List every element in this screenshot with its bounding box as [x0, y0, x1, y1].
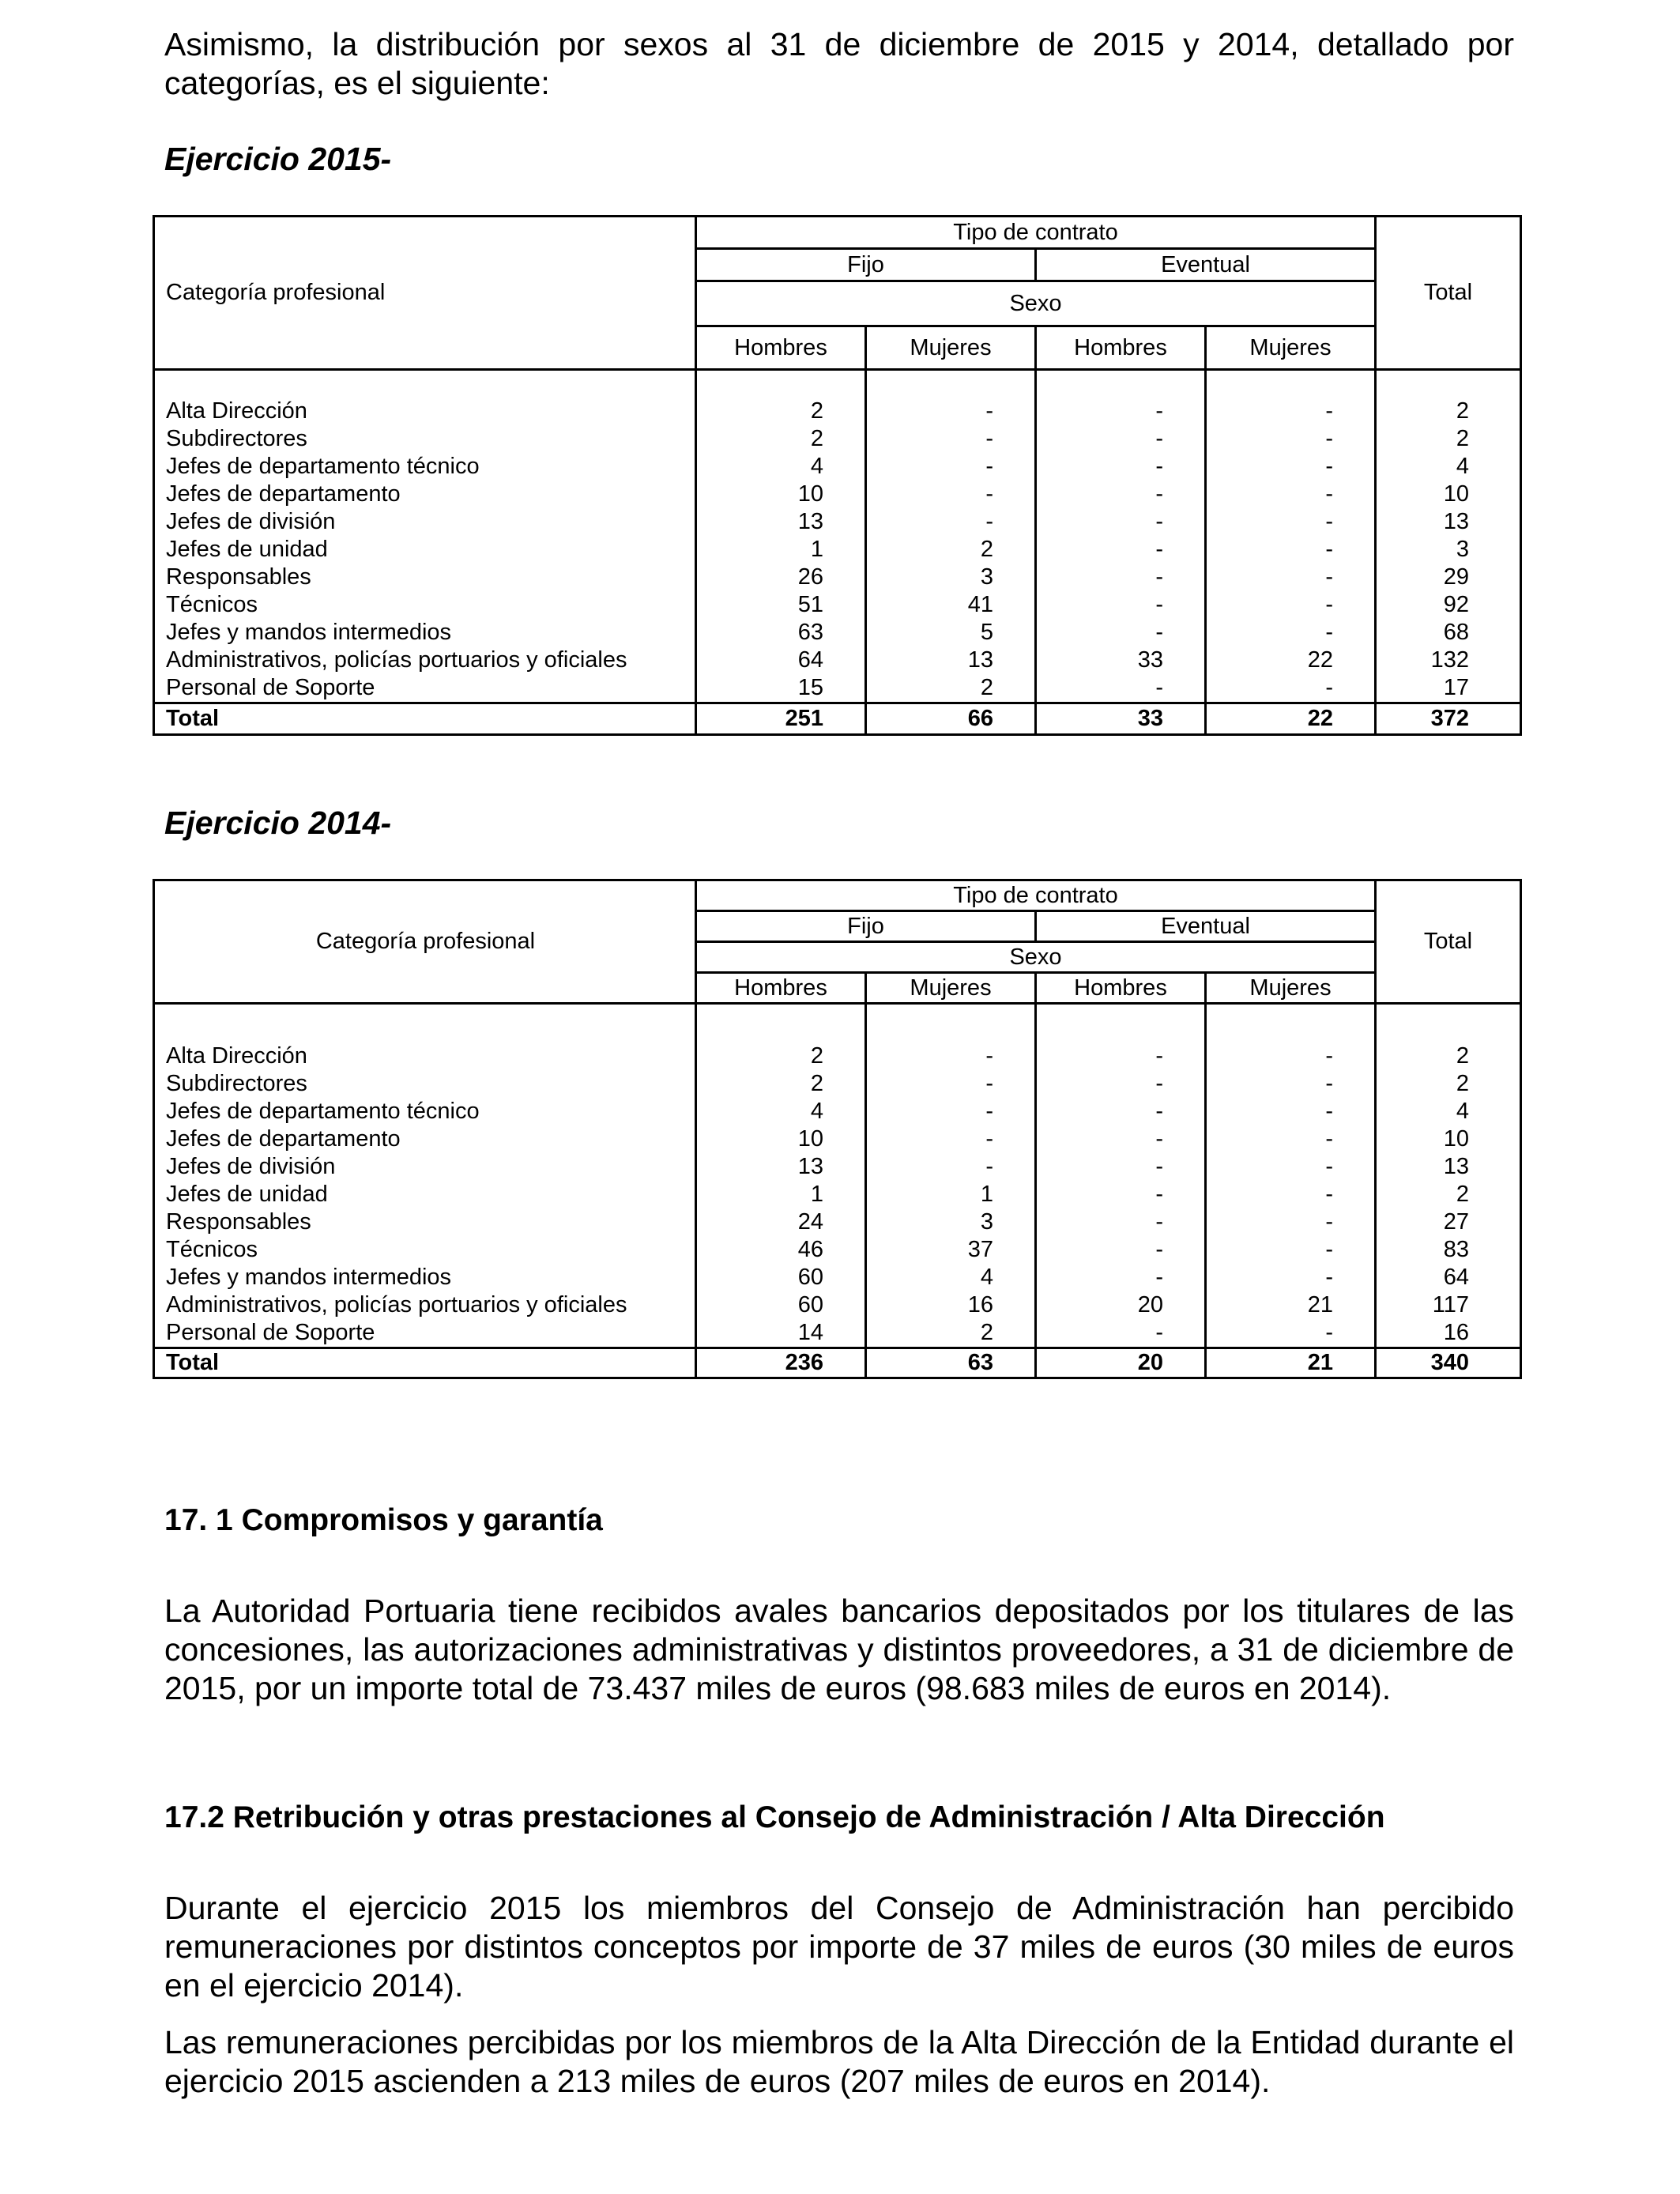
section-17-2-paragraph-1: Durante el ejercicio 2015 los miembros del Consejo de Administración han percibido remuneraciones por distintos conceptos por importe de 37 miles de euros (30 miles de euros en el ejercicio 2014).	[164, 1890, 1514, 2004]
fixed-men-cell: 2	[696, 398, 866, 425]
fixed-women-cell: -	[866, 453, 1036, 481]
table-row	[154, 647, 1521, 674]
section-17-1-heading: 17. 1 Compromisos y garantía	[164, 1503, 603, 1537]
fixed-men-cell: 2	[696, 425, 866, 453]
total-cell: 2	[1376, 1181, 1521, 1208]
temporary-women-cell: 22	[1206, 647, 1376, 674]
category-cell: Responsables	[154, 1208, 696, 1236]
category-cell: Administrativos, policías portuarios y oficiales	[154, 647, 696, 674]
section-17-1-paragraph: La Autoridad Portuaria tiene recibidos avales bancarios depositados por los titulares de las concesiones, las autorizaciones administrativas y distintos proveedores, a 31 de diciembre de 2015, por un importe total de 73.437 miles de euros (98.683 miles de euros en 2014).	[164, 1593, 1514, 1706]
total-cell: 117	[1376, 1291, 1521, 1319]
total-temporary-women-cell: 22	[1206, 703, 1376, 735]
fixed-men-cell: 63	[696, 619, 866, 647]
temporary-men-cell: -	[1036, 508, 1206, 536]
total-cell: 2	[1376, 398, 1521, 425]
temporary-women-cell: -	[1206, 619, 1376, 647]
total-cell: 4	[1376, 453, 1521, 481]
temporary-men-cell: -	[1036, 536, 1206, 564]
total-fixed-women-cell: 63	[866, 1348, 1036, 1378]
temporary-women-header: Mujeres	[1206, 973, 1376, 1004]
category-header: Categoría profesional	[154, 217, 696, 370]
category-cell: Personal de Soporte	[154, 1319, 696, 1348]
temporary-contract-header: Eventual	[1036, 911, 1376, 942]
table-row	[154, 1291, 1521, 1319]
temporary-women-cell: -	[1206, 1098, 1376, 1125]
temporary-men-cell: -	[1036, 564, 1206, 591]
category-cell: Jefes de departamento técnico	[154, 453, 696, 481]
total-row	[154, 703, 1521, 735]
total-cell: 4	[1376, 1098, 1521, 1125]
temporary-women-cell: -	[1206, 1208, 1376, 1236]
table-row	[154, 1319, 1521, 1348]
temporary-men-cell: -	[1036, 1070, 1206, 1098]
table-row	[154, 508, 1521, 536]
fixed-women-header: Mujeres	[866, 326, 1036, 370]
fixed-women-cell: 2	[866, 536, 1036, 564]
exercise-2014-heading: Ejercicio 2014-	[164, 805, 392, 841]
temporary-women-header: Mujeres	[1206, 326, 1376, 370]
temporary-men-cell: 20	[1036, 1291, 1206, 1319]
table-row	[154, 1125, 1521, 1153]
temporary-men-cell: -	[1036, 1236, 1206, 1264]
fixed-women-header: Mujeres	[866, 973, 1036, 1004]
fixed-women-cell: 2	[866, 1319, 1036, 1348]
total-category-cell: Total	[154, 1348, 696, 1378]
spacer-cell	[154, 1004, 696, 1043]
fixed-men-cell: 60	[696, 1264, 866, 1291]
fixed-contract-header: Fijo	[696, 911, 1036, 942]
fixed-women-cell: 37	[866, 1236, 1036, 1264]
staff-table-2014	[153, 879, 1522, 1379]
fixed-men-header: Hombres	[696, 326, 866, 370]
fixed-men-cell: 15	[696, 674, 866, 703]
table-row	[154, 1181, 1521, 1208]
category-cell: Jefes de unidad	[154, 1181, 696, 1208]
fixed-women-cell: 1	[866, 1181, 1036, 1208]
fixed-men-cell: 1	[696, 536, 866, 564]
total-cell: 2	[1376, 425, 1521, 453]
fixed-women-cell: -	[866, 1098, 1036, 1125]
fixed-men-cell: 60	[696, 1291, 866, 1319]
table-row	[154, 564, 1521, 591]
spacer-cell	[696, 370, 866, 398]
fixed-men-cell: 51	[696, 591, 866, 619]
total-category-cell: Total	[154, 703, 696, 735]
section-17-2-heading: 17.2 Retribución y otras prestaciones al Consejo de Administración / Alta Dirección	[164, 1800, 1385, 1834]
category-cell: Jefes de unidad	[154, 536, 696, 564]
table-row	[154, 619, 1521, 647]
total-cell: 10	[1376, 481, 1521, 508]
spacer-cell	[1376, 370, 1521, 398]
table-row	[154, 481, 1521, 508]
spacer-cell	[866, 370, 1036, 398]
fixed-women-cell: -	[866, 508, 1036, 536]
temporary-women-cell: -	[1206, 1153, 1376, 1181]
category-cell: Subdirectores	[154, 1070, 696, 1098]
fixed-women-cell: 4	[866, 1264, 1036, 1291]
temporary-men-cell: -	[1036, 674, 1206, 703]
fixed-women-cell: -	[866, 481, 1036, 508]
temporary-contract-header: Eventual	[1036, 249, 1376, 281]
table-row	[154, 591, 1521, 619]
total-cell: 2	[1376, 1042, 1521, 1070]
total-cell: 68	[1376, 619, 1521, 647]
spacer-cell	[1206, 1004, 1376, 1043]
category-cell: Personal de Soporte	[154, 674, 696, 703]
category-cell: Jefes de departamento	[154, 1125, 696, 1153]
temporary-men-cell: -	[1036, 398, 1206, 425]
category-cell: Administrativos, policías portuarios y oficiales	[154, 1291, 696, 1319]
temporary-men-cell: -	[1036, 1319, 1206, 1348]
temporary-women-cell: 21	[1206, 1291, 1376, 1319]
temporary-women-cell: -	[1206, 1125, 1376, 1153]
total-header: Total	[1376, 880, 1521, 1004]
fixed-women-cell: 2	[866, 674, 1036, 703]
header-row	[154, 217, 1521, 249]
intro-paragraph: Asimismo, la distribución por sexos al 31 de diciembre de 2015 y 2014, detallado por categorías, es el siguiente:	[164, 26, 1514, 101]
sex-header: Sexo	[696, 281, 1376, 326]
total-fixed-men-cell: 251	[696, 703, 866, 735]
spacer-row	[154, 370, 1521, 398]
total-total-cell: 372	[1376, 703, 1521, 735]
header-row	[154, 880, 1521, 911]
fixed-men-cell: 13	[696, 1153, 866, 1181]
contract-type-header: Tipo de contrato	[696, 880, 1376, 911]
table-row	[154, 1236, 1521, 1264]
temporary-men-cell: -	[1036, 425, 1206, 453]
spacer-cell	[1206, 370, 1376, 398]
total-cell: 27	[1376, 1208, 1521, 1236]
spacer-cell	[696, 1004, 866, 1043]
total-header: Total	[1376, 217, 1521, 370]
fixed-men-cell: 2	[696, 1042, 866, 1070]
temporary-women-cell: -	[1206, 674, 1376, 703]
total-cell: 17	[1376, 674, 1521, 703]
fixed-men-cell: 1	[696, 1181, 866, 1208]
total-fixed-men-cell: 236	[696, 1348, 866, 1378]
fixed-men-cell: 14	[696, 1319, 866, 1348]
temporary-men-cell: -	[1036, 591, 1206, 619]
fixed-men-cell: 64	[696, 647, 866, 674]
total-cell: 92	[1376, 591, 1521, 619]
total-cell: 13	[1376, 508, 1521, 536]
spacer-cell	[1036, 370, 1206, 398]
section-17-2-paragraph-2: Las remuneraciones percibidas por los miembros de la Alta Dirección de la Entidad durante el ejercicio 2015 ascienden a 213 miles de euros (207 miles de euros en 2014).	[164, 2024, 1514, 2099]
total-temporary-men-cell: 20	[1036, 1348, 1206, 1378]
table-row	[154, 674, 1521, 703]
fixed-women-cell: -	[866, 425, 1036, 453]
temporary-women-cell: -	[1206, 508, 1376, 536]
temporary-men-cell: -	[1036, 1125, 1206, 1153]
fixed-contract-header: Fijo	[696, 249, 1036, 281]
total-temporary-men-cell: 33	[1036, 703, 1206, 735]
table-row	[154, 1153, 1521, 1181]
temporary-women-cell: -	[1206, 1181, 1376, 1208]
fixed-women-cell: 16	[866, 1291, 1036, 1319]
total-cell: 10	[1376, 1125, 1521, 1153]
category-cell: Jefes y mandos intermedios	[154, 1264, 696, 1291]
total-row	[154, 1348, 1521, 1378]
total-cell: 2	[1376, 1070, 1521, 1098]
spacer-cell	[1376, 1004, 1521, 1043]
temporary-women-cell: -	[1206, 1319, 1376, 1348]
category-cell: Jefes de división	[154, 508, 696, 536]
fixed-women-cell: 5	[866, 619, 1036, 647]
temporary-men-cell: -	[1036, 453, 1206, 481]
temporary-men-cell: -	[1036, 1153, 1206, 1181]
total-fixed-women-cell: 66	[866, 703, 1036, 735]
fixed-men-cell: 4	[696, 453, 866, 481]
fixed-women-cell: 3	[866, 1208, 1036, 1236]
temporary-men-cell: -	[1036, 1098, 1206, 1125]
temporary-women-cell: -	[1206, 1042, 1376, 1070]
exercise-2015-heading: Ejercicio 2015-	[164, 141, 392, 177]
table-row	[154, 1208, 1521, 1236]
category-cell: Jefes y mandos intermedios	[154, 619, 696, 647]
fixed-women-cell: 13	[866, 647, 1036, 674]
temporary-women-cell: -	[1206, 398, 1376, 425]
category-cell: Jefes de división	[154, 1153, 696, 1181]
fixed-men-cell: 13	[696, 508, 866, 536]
temporary-men-header: Hombres	[1036, 973, 1206, 1004]
category-cell: Jefes de departamento	[154, 481, 696, 508]
fixed-women-cell: -	[866, 398, 1036, 425]
fixed-men-cell: 2	[696, 1070, 866, 1098]
table-row	[154, 1070, 1521, 1098]
temporary-men-cell: -	[1036, 481, 1206, 508]
category-cell: Alta Dirección	[154, 398, 696, 425]
total-cell: 16	[1376, 1319, 1521, 1348]
sex-header: Sexo	[696, 942, 1376, 973]
fixed-women-cell: -	[866, 1153, 1036, 1181]
table-row	[154, 1264, 1521, 1291]
staff-table-2015	[153, 215, 1522, 736]
fixed-women-cell: 3	[866, 564, 1036, 591]
fixed-women-cell: -	[866, 1042, 1036, 1070]
temporary-women-cell: -	[1206, 1264, 1376, 1291]
category-header: Categoría profesional	[154, 880, 696, 1004]
category-cell: Alta Dirección	[154, 1042, 696, 1070]
category-cell: Responsables	[154, 564, 696, 591]
fixed-men-cell: 10	[696, 481, 866, 508]
fixed-men-cell: 4	[696, 1098, 866, 1125]
temporary-men-cell: 33	[1036, 647, 1206, 674]
fixed-men-cell: 24	[696, 1208, 866, 1236]
category-cell: Subdirectores	[154, 425, 696, 453]
fixed-men-cell: 26	[696, 564, 866, 591]
category-cell: Técnicos	[154, 591, 696, 619]
temporary-women-cell: -	[1206, 1236, 1376, 1264]
total-cell: 13	[1376, 1153, 1521, 1181]
total-temporary-women-cell: 21	[1206, 1348, 1376, 1378]
temporary-women-cell: -	[1206, 536, 1376, 564]
temporary-women-cell: -	[1206, 564, 1376, 591]
spacer-cell	[154, 370, 696, 398]
fixed-women-cell: -	[866, 1125, 1036, 1153]
temporary-men-cell: -	[1036, 1181, 1206, 1208]
total-cell: 64	[1376, 1264, 1521, 1291]
total-cell: 29	[1376, 564, 1521, 591]
temporary-men-header: Hombres	[1036, 326, 1206, 370]
total-cell: 132	[1376, 647, 1521, 674]
total-total-cell: 340	[1376, 1348, 1521, 1378]
category-cell: Técnicos	[154, 1236, 696, 1264]
table-row	[154, 1042, 1521, 1070]
staff-table-2014-body	[154, 880, 1521, 1378]
total-cell: 83	[1376, 1236, 1521, 1264]
temporary-women-cell: -	[1206, 481, 1376, 508]
spacer-cell	[866, 1004, 1036, 1043]
table-row	[154, 1098, 1521, 1125]
spacer-row	[154, 1004, 1521, 1043]
fixed-men-header: Hombres	[696, 973, 866, 1004]
temporary-women-cell: -	[1206, 453, 1376, 481]
contract-type-header: Tipo de contrato	[696, 217, 1376, 249]
fixed-women-cell: 41	[866, 591, 1036, 619]
fixed-women-cell: -	[866, 1070, 1036, 1098]
temporary-men-cell: -	[1036, 1264, 1206, 1291]
temporary-men-cell: -	[1036, 619, 1206, 647]
temporary-women-cell: -	[1206, 425, 1376, 453]
temporary-men-cell: -	[1036, 1208, 1206, 1236]
temporary-men-cell: -	[1036, 1042, 1206, 1070]
fixed-men-cell: 46	[696, 1236, 866, 1264]
table-row	[154, 398, 1521, 425]
total-cell: 3	[1376, 536, 1521, 564]
temporary-women-cell: -	[1206, 591, 1376, 619]
table-row	[154, 453, 1521, 481]
spacer-cell	[1036, 1004, 1206, 1043]
fixed-men-cell: 10	[696, 1125, 866, 1153]
table-row	[154, 536, 1521, 564]
table-row	[154, 425, 1521, 453]
staff-table-2015-body	[154, 217, 1521, 735]
temporary-women-cell: -	[1206, 1070, 1376, 1098]
category-cell: Jefes de departamento técnico	[154, 1098, 696, 1125]
